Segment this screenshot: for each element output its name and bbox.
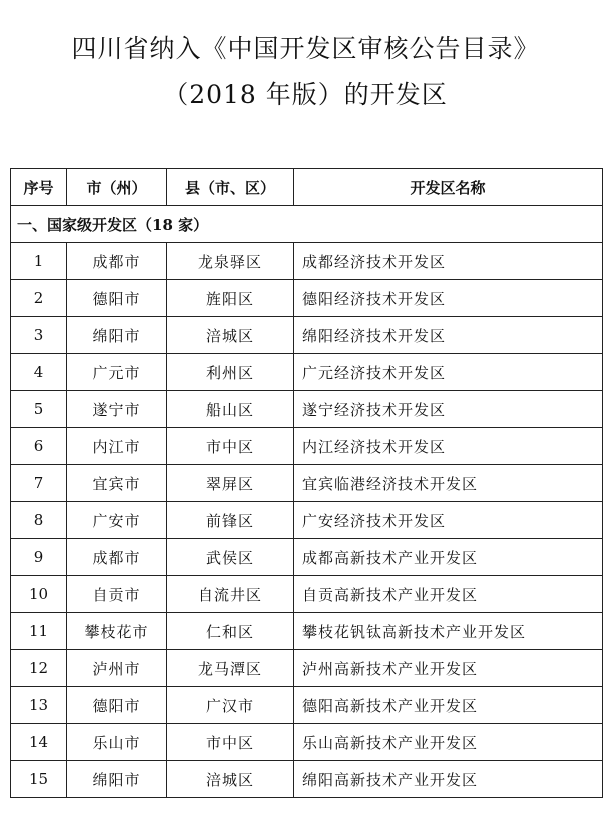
development-zone-table (10, 168, 603, 798)
row-index: 1 (11, 243, 67, 280)
row-zone-name: 泸州高新技术产业开发区 (294, 650, 603, 687)
row-county: 利州区 (167, 354, 294, 391)
row-city: 自贡市 (67, 576, 167, 613)
table-row (11, 465, 603, 502)
table-row (11, 391, 603, 428)
row-county: 市中区 (167, 724, 294, 761)
row-zone-name: 绵阳高新技术产业开发区 (294, 761, 603, 798)
table-row (11, 613, 603, 650)
row-index: 11 (11, 613, 67, 650)
row-city: 广元市 (67, 354, 167, 391)
row-zone-name: 广元经济技术开发区 (294, 354, 603, 391)
row-zone-name: 自贡高新技术产业开发区 (294, 576, 603, 613)
row-zone-name: 德阳高新技术产业开发区 (294, 687, 603, 724)
row-county: 广汉市 (167, 687, 294, 724)
table-row (11, 687, 603, 724)
row-index: 10 (11, 576, 67, 613)
row-index: 14 (11, 724, 67, 761)
row-county: 武侯区 (167, 539, 294, 576)
header-county: 县（市、区） (167, 169, 294, 206)
table-row (11, 502, 603, 539)
table-row (11, 280, 603, 317)
header-zone-name: 开发区名称 (294, 169, 603, 206)
row-county: 自流井区 (167, 576, 294, 613)
table-row (11, 724, 603, 761)
row-county: 船山区 (167, 391, 294, 428)
row-county: 龙泉驿区 (167, 243, 294, 280)
row-county: 翠屏区 (167, 465, 294, 502)
row-index: 9 (11, 539, 67, 576)
row-index: 3 (11, 317, 67, 354)
row-city: 绵阳市 (67, 761, 167, 798)
table-row (11, 243, 603, 280)
row-index: 5 (11, 391, 67, 428)
row-zone-name: 绵阳经济技术开发区 (294, 317, 603, 354)
row-zone-name: 乐山高新技术产业开发区 (294, 724, 603, 761)
row-city: 宜宾市 (67, 465, 167, 502)
row-county: 仁和区 (167, 613, 294, 650)
row-county: 龙马潭区 (167, 650, 294, 687)
row-city: 德阳市 (67, 687, 167, 724)
table-row (11, 539, 603, 576)
row-zone-name: 宜宾临港经济技术开发区 (294, 465, 603, 502)
row-zone-name: 攀枝花钒钛高新技术产业开发区 (294, 613, 603, 650)
table-row (11, 354, 603, 391)
row-city: 广安市 (67, 502, 167, 539)
row-zone-name: 遂宁经济技术开发区 (294, 391, 603, 428)
row-index: 2 (11, 280, 67, 317)
table-row (11, 428, 603, 465)
row-index: 13 (11, 687, 67, 724)
row-index: 7 (11, 465, 67, 502)
document-title: 四川省纳入《中国开发区审核公告目录》 (71, 34, 540, 63)
row-city: 内江市 (67, 428, 167, 465)
row-city: 遂宁市 (67, 391, 167, 428)
header-city: 市（州） (67, 169, 167, 206)
table-header-row (11, 169, 603, 206)
row-zone-name: 内江经济技术开发区 (294, 428, 603, 465)
row-city: 成都市 (67, 243, 167, 280)
row-city: 泸州市 (67, 650, 167, 687)
row-city: 绵阳市 (67, 317, 167, 354)
row-index: 6 (11, 428, 67, 465)
table-row (11, 761, 603, 798)
row-county: 前锋区 (167, 502, 294, 539)
row-zone-name: 成都经济技术开发区 (294, 243, 603, 280)
table-row (11, 650, 603, 687)
row-index: 12 (11, 650, 67, 687)
row-county: 旌阳区 (167, 280, 294, 317)
row-zone-name: 广安经济技术开发区 (294, 502, 603, 539)
row-county: 涪城区 (167, 761, 294, 798)
document-subtitle: （2018 年版）的开发区 (163, 80, 448, 109)
row-county: 市中区 (167, 428, 294, 465)
header-index: 序号 (11, 169, 67, 206)
table-row (11, 576, 603, 613)
row-index: 15 (11, 761, 67, 798)
section-label: 一、国家级开发区（18 家） (11, 206, 603, 243)
section-row (11, 206, 603, 243)
row-city: 成都市 (67, 539, 167, 576)
row-county: 涪城区 (167, 317, 294, 354)
row-zone-name: 成都高新技术产业开发区 (294, 539, 603, 576)
row-index: 4 (11, 354, 67, 391)
row-index: 8 (11, 502, 67, 539)
table-row (11, 317, 603, 354)
row-zone-name: 德阳经济技术开发区 (294, 280, 603, 317)
row-city: 乐山市 (67, 724, 167, 761)
row-city: 德阳市 (67, 280, 167, 317)
row-city: 攀枝花市 (67, 613, 167, 650)
